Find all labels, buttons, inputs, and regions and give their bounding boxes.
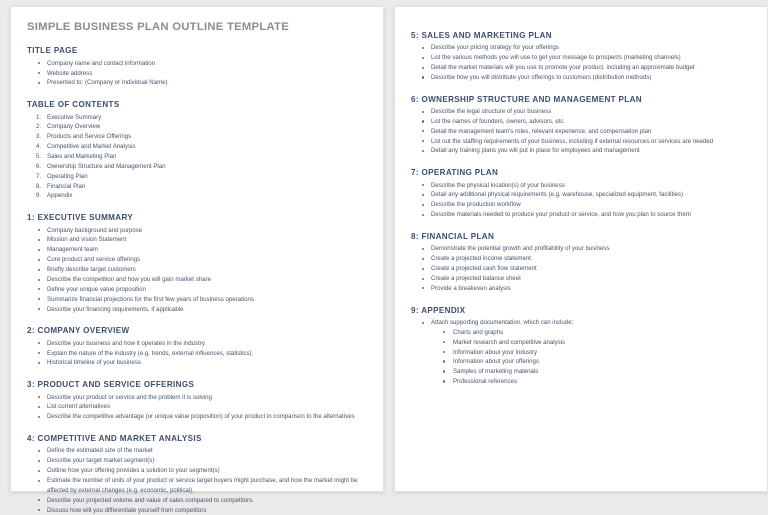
list-item-text: Describe your product or service and the problem it is solving [47,393,212,401]
bullet-dot-icon [422,204,424,206]
bullet-dot-icon [422,120,424,122]
list-item [411,210,753,220]
list-item [27,295,369,305]
list-item [27,172,369,182]
list-item [27,339,369,349]
section-8-financial-plan [411,232,753,294]
bullet-dot-icon [422,278,424,280]
list-item [27,245,369,255]
section-heading: TABLE OF CONTENTS [27,100,120,110]
list-item [27,132,369,142]
list-item [411,63,753,73]
list-item [27,182,369,192]
list-item-text: Mission and vision Statement [47,236,127,244]
list-item-text: Describe your pricing strategy for your offerings [431,44,559,52]
list-item-text: Define the estimated size of the market [47,447,153,455]
list-item-text: Provide a breakeven analysis [431,284,511,292]
list-item-text: Competitive and Market Analysis [47,143,136,151]
list-item-text: Products and Service Offerings [47,133,132,141]
section-3-product-and-service-offerings [27,380,369,422]
document-page-1 [10,6,384,514]
list-item-text: Discuss how will you differentiate yourself from competitors [47,506,207,514]
section-4-competitive-and-market-analysis [27,434,369,515]
list-item-text: Explain the nature of the industry (e.g. trends, external influences, statistics). [47,349,254,357]
list-item [411,318,753,328]
list-item-text: Describe the competitive advantage (or unique value proposition) of your product in comparison to the alternatives [47,413,355,421]
bullet-dot-icon [422,184,424,186]
list-item-text: Create a projected balance sheet [431,274,521,282]
list-item [27,275,369,285]
list-item [27,358,369,368]
list-item-text: Create a projected income statement [431,255,531,263]
section-heading: 3: PRODUCT AND SERVICE OFFERINGS [27,380,195,390]
page-1-content [11,7,383,515]
hollow-circle-icon [443,341,445,343]
list-item [27,152,369,162]
list-item-text: Presented to: (Company or Individual Name) [47,79,168,87]
sub-list-item-text: Professional references [453,378,518,386]
list-item-text: Company background and purpose [47,226,143,234]
list-item-number: 4. [36,143,42,151]
list-item-text: Company Overview [47,123,101,131]
sub-list-item [411,367,753,377]
section-heading: TITLE PAGE [27,46,78,56]
bullet-dot-icon [422,67,424,69]
list-item [27,226,369,236]
ordered-list [27,113,369,202]
list-item-text: Website address [47,69,93,77]
sub-list-item-text: Market research and competitive analysis [453,338,566,346]
list-item-text: Company name and contact information [47,59,156,67]
list-item [27,122,369,132]
bullet-dot-icon [422,268,424,270]
list-item-text: Describe materials needed to produce your product or service, and how you plan to source them [431,211,691,219]
sub-list-item-text: Information about your offerings [453,358,539,366]
list-item-text: Management team [47,246,98,254]
list-item-number: 1. [36,113,42,121]
bullet-dot-icon [422,76,424,78]
list-item [411,274,753,284]
page-title: SIMPLE BUSINESS PLAN OUTLINE TEMPLATE [27,21,289,33]
section-title-page [27,46,369,88]
list-item [27,496,369,506]
list-item-text: Ownership Structure and Management Plan [47,162,166,170]
bullet-dot-icon [38,308,40,310]
list-item [27,191,369,201]
bullet-dot-icon [38,499,40,501]
list-item-text: Describe your projected volume and value of sales compared to competitors. [47,496,254,504]
list-item [411,181,753,191]
bullet-dot-icon [38,342,40,344]
bullet-list [411,107,753,156]
hollow-circle-icon [443,331,445,333]
list-item-text: Financial Plan [47,182,86,190]
list-item-text: List current alternatives [47,403,110,411]
hollow-circle-icon [443,370,445,372]
bullet-dot-icon [422,111,424,113]
list-item-number: 6. [36,162,42,170]
sub-list-item [411,328,753,338]
bullet-dot-icon [38,298,40,300]
sub-list-item-text: Information about your industry [453,348,538,356]
list-item [27,285,369,295]
list-item [411,73,753,83]
bullet-dot-icon [38,352,40,354]
list-item [411,107,753,117]
list-item-text: Create a projected cash flow statement [431,265,537,273]
bullet-dot-icon [38,229,40,231]
section-heading: 1: EXECUTIVE SUMMARY [27,213,134,223]
list-item-text: Summarize financial projections for the first few years of business operations [47,295,254,303]
list-item [27,59,369,69]
sub-list-item-text: Charts and graphs [453,328,504,336]
bullet-dot-icon [38,82,40,84]
sub-list-item [411,377,753,387]
list-item [411,264,753,274]
bullet-dot-icon [38,259,40,261]
section-heading: 8: FINANCIAL PLAN [411,232,495,242]
bullet-list [27,59,369,89]
list-item-text: Describe your target market segment(s) [47,457,155,465]
bullet-dot-icon [422,322,424,324]
section-7-operating-plan [411,168,753,220]
list-item-text: Estimate the number of units of your product or service target buyers might purchase, and how the market might be affected by external changes (e.g. economic, political). [47,476,358,494]
section-1-executive-summary [27,213,369,314]
bullet-dot-icon [422,248,424,250]
list-item [411,137,753,147]
section-heading: 7: OPERATING PLAN [411,168,499,178]
list-item-text: Executive Summary [47,113,102,121]
section-2-company-overview [27,326,369,368]
list-item-text: Define your unique value proposition [47,285,146,293]
list-item [27,456,369,466]
bullet-dot-icon [38,396,40,398]
bullet-dot-icon [38,72,40,74]
list-item [27,393,369,403]
list-item [411,200,753,210]
bullet-dot-icon [422,258,424,260]
list-item [27,162,369,172]
section-heading: 9: APPENDIX [411,305,466,315]
sub-list-item [411,338,753,348]
section-heading: 5: SALES AND MARKETING PLAN [411,31,552,40]
list-item-text: Describe your business and how it operates in the industry. [47,339,207,347]
list-item [27,69,369,79]
page-1-sections [27,46,369,515]
page-2-sections [411,31,753,387]
bullet-dot-icon [38,279,40,281]
bullet-list [27,226,369,315]
list-item [411,190,753,200]
bullet-list [411,318,753,328]
list-item [411,284,753,294]
bullet-list [27,393,369,423]
section-heading: 4: COMPETITIVE AND MARKET ANALYSIS [27,434,202,444]
list-item [411,117,753,127]
list-item-text: Appendix [47,192,73,200]
sub-list-item-text: Samples of marketing materials [453,368,539,376]
bullet-dot-icon [38,470,40,472]
list-item-text: List the various methods you will use to get your message to prospects (marketing channels) [431,54,681,62]
sub-list-item [411,348,753,358]
list-item [27,78,369,88]
list-item [27,349,369,359]
bullet-dot-icon [38,249,40,251]
bullet-list [411,43,753,82]
list-item-text: List the names of founders, owners, advisors, etc. [431,117,566,125]
list-item [27,235,369,245]
list-item-text: Describe how you will distribute your offerings to customers (distribution methods) [431,73,652,81]
list-item-text: Sales and Marketing Plan [47,153,117,161]
list-item [27,506,369,515]
bullet-dot-icon [422,140,424,142]
bullet-dot-icon [38,288,40,290]
sub-bullet-list [411,328,753,387]
list-item-text: Describe the competition and how you will gain market share [47,275,211,283]
list-item-text: Describe the legal structure of your business [431,108,552,116]
list-item [27,466,369,476]
list-item-number: 3. [36,133,42,141]
list-item [27,265,369,275]
section-6-ownership-structure-and-management-pla [411,95,753,157]
section-heading: 2: COMPANY OVERVIEW [27,326,130,336]
list-item [411,43,753,53]
list-item [27,412,369,422]
list-item-number: 9. [36,192,42,200]
hollow-circle-icon [443,380,445,382]
list-item [27,142,369,152]
list-item [411,127,753,137]
document-page-2 [394,6,768,492]
list-item [27,113,369,123]
hollow-circle-icon [443,351,445,353]
bullet-dot-icon [422,287,424,289]
bullet-list [411,244,753,293]
list-item-text: Detail the market materials will you use to promote your product, including an approximate budget [431,64,695,72]
hollow-circle-icon [443,360,445,362]
list-item [411,53,753,63]
bullet-dot-icon [38,62,40,64]
list-item [27,446,369,456]
list-item [27,402,369,412]
bullet-dot-icon [422,57,424,59]
bullet-dot-icon [422,47,424,49]
bullet-dot-icon [38,450,40,452]
bullet-dot-icon [38,239,40,241]
list-item-text: Describe the physical location(s) of your business [431,181,565,189]
list-item-text: Describe your financing requirements, if applicable [47,305,184,313]
list-item [27,305,369,315]
bullet-dot-icon [38,480,40,482]
bullet-dot-icon [422,130,424,132]
section-9-appendix [411,306,753,387]
bullet-dot-icon [422,150,424,152]
list-item [27,476,369,496]
page-2-content [395,7,767,387]
bullet-dot-icon [38,416,40,418]
bullet-dot-icon [38,460,40,462]
list-item [27,255,369,265]
bullet-list [27,339,369,369]
list-item-text: Operating Plan [47,172,88,180]
bullet-dot-icon [38,406,40,408]
section-5-sales-and-marketing-plan [411,31,753,83]
bullet-list [411,181,753,220]
list-item-text: Attach supporting documentation, which can include: [431,318,574,326]
list-item-text: Outline how your offering provides a solution to your segment(s) [47,467,220,475]
bullet-list [27,446,369,515]
section-heading: 6: OWNERSHIP STRUCTURE AND MANAGEMENT PLAN [411,94,642,104]
list-item-text: Core product and service offerings [47,256,141,264]
bullet-dot-icon [422,194,424,196]
list-item-text: List out the staffing requirements of your business, including if external resources or services are needed [431,137,714,145]
list-item-number: 7. [36,172,42,180]
sub-list-item [411,357,753,367]
list-item-text: Detail any additional physical requirements (e.g. warehouse, specialized equipment, facilities) [431,191,684,199]
list-item-text: Demonstrate the potential growth and profitability of your business [431,245,610,253]
bullet-dot-icon [38,269,40,271]
list-item [411,244,753,254]
list-item-text: Historical timeline of your business [47,359,141,367]
section-table-of-contents [27,100,369,201]
list-item [411,254,753,264]
bullet-dot-icon [38,362,40,364]
list-item-number: 2. [36,123,42,131]
list-item-text: Briefly describe target customers [47,266,136,274]
bullet-dot-icon [422,214,424,216]
bullet-dot-icon [38,509,40,511]
list-item-number: 8. [36,182,42,190]
list-item-text: Detail any training plans you will put in place for employees and management [431,147,640,155]
list-item-text: Describe the production workflow [431,201,521,209]
list-item [411,146,753,156]
list-item-number: 5. [36,153,42,161]
list-item-text: Detail the management team's roles, relevant experience, and compensation plan [431,127,652,135]
